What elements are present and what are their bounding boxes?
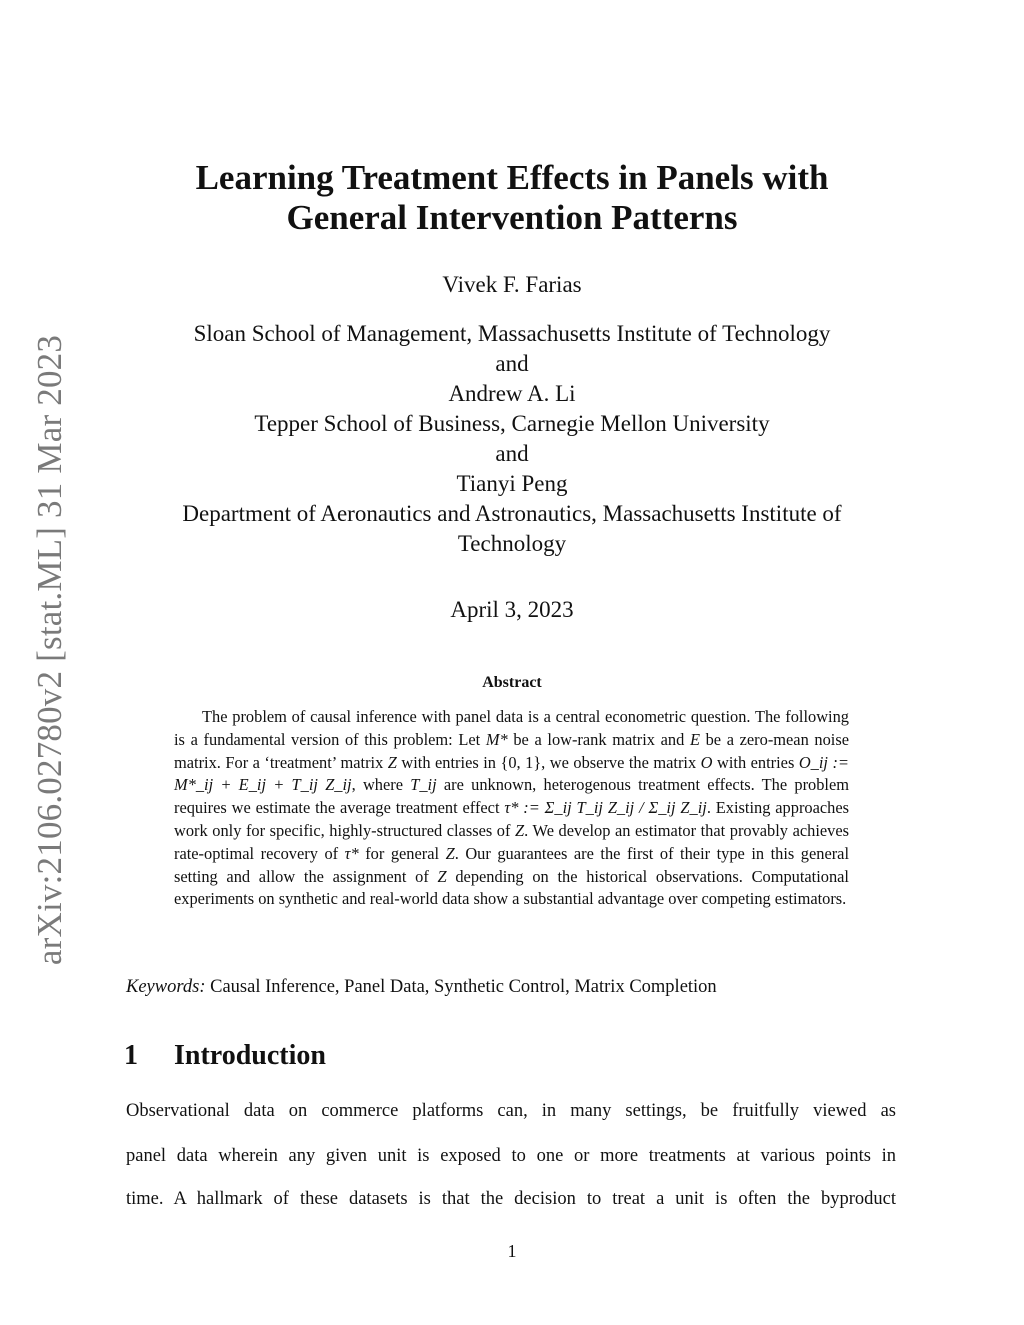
- author-affiliation-3-line-2: Technology: [457, 531, 567, 556]
- arxiv-identifier: arXiv:2106.02780v2 [stat.ML] 31 Mar 2023: [30, 334, 69, 966]
- math-tau-definition: τ* := Σ_ij T_ij Z_ij / Σ_ij Z_ij: [504, 798, 707, 818]
- author-name-3: Tianyi Peng: [456, 471, 568, 496]
- author-separator-1: and: [495, 351, 529, 376]
- author-name-1: Vivek F. Farias: [442, 272, 582, 297]
- math-m-star: M*: [485, 729, 508, 749]
- author-affiliation-3-line-1: Department of Aeronautics and Astronautics, Massachusetts Institute of: [182, 501, 842, 526]
- math-tau: τ*: [344, 843, 359, 863]
- section-number: 1: [124, 1040, 138, 1071]
- abstract-heading: Abstract: [482, 674, 542, 691]
- title-line-2: General Intervention Patterns: [286, 198, 738, 237]
- paper-title: [130, 158, 894, 238]
- math-e: E: [689, 729, 700, 749]
- author-name-2: Andrew A. Li: [448, 381, 576, 406]
- math-z: Z: [515, 820, 525, 840]
- math-o: O: [700, 752, 713, 772]
- keywords-list: Causal Inference, Panel Data, Synthetic Control, Matrix Completion: [210, 977, 717, 997]
- intro-line-2: panel data wherein any given unit is exposed to one or more treatments at various points in: [126, 1146, 896, 1166]
- math-observation-equation: O_ij := M*_ij + E_ij + T_ij Z_ij: [174, 752, 849, 795]
- author-affiliation-1: Sloan School of Management, Massachusetts Institute of Technology: [193, 321, 831, 346]
- section-heading: [124, 1040, 326, 1072]
- page-number: 1: [507, 1241, 517, 1261]
- math-z: Z: [387, 752, 397, 772]
- math-z: Z: [437, 866, 447, 886]
- keywords-label: Keywords:: [126, 977, 206, 997]
- paper-date: April 3, 2023: [450, 597, 574, 622]
- section-title: Introduction: [174, 1040, 326, 1071]
- author-separator-2: and: [495, 441, 529, 466]
- abstract-body: The problem of causal inference with panel data is a central econometric question. The following is a fundamental version of this problem: Let M* be a low-rank matrix and E be a zero-mean noise matrix. For a ‘treatment’ matrix Z with entries in {0, 1}, we observe the matrix O with entries O_ij := M*_ij + E_ij + T_ij Z_ij, where T_ij are unknown, heterogenous treatment effects. The problem requires we estimate the average treatment effect τ* := Σ_ij T_ij Z_ij / Σ_ij Z_ij. Existing approaches work only for specific, highly-structured classes of Z. We develop an estimator that provably achieves rate-optimal recovery of τ* for general Z. Our guarantees are the first of their type in this general setting and allow the assignment of Z depending on the historical observations. Computational experiments on synthetic and real-world data show a substantial advantage over competing estimators.: [174, 707, 850, 909]
- math-t-ij: T_ij: [410, 775, 437, 795]
- keywords: [126, 977, 717, 998]
- intro-line-3: time. A hallmark of these datasets is that the decision to treat a unit is often the byproduct: [126, 1189, 896, 1209]
- math-z: Z: [445, 843, 455, 863]
- author-affiliation-2: Tepper School of Business, Carnegie Mellon University: [254, 411, 770, 436]
- title-line-1: Learning Treatment Effects in Panels with: [195, 158, 829, 197]
- intro-line-1: Observational data on commerce platforms can, in many settings, be fruitfully viewed as: [126, 1101, 896, 1121]
